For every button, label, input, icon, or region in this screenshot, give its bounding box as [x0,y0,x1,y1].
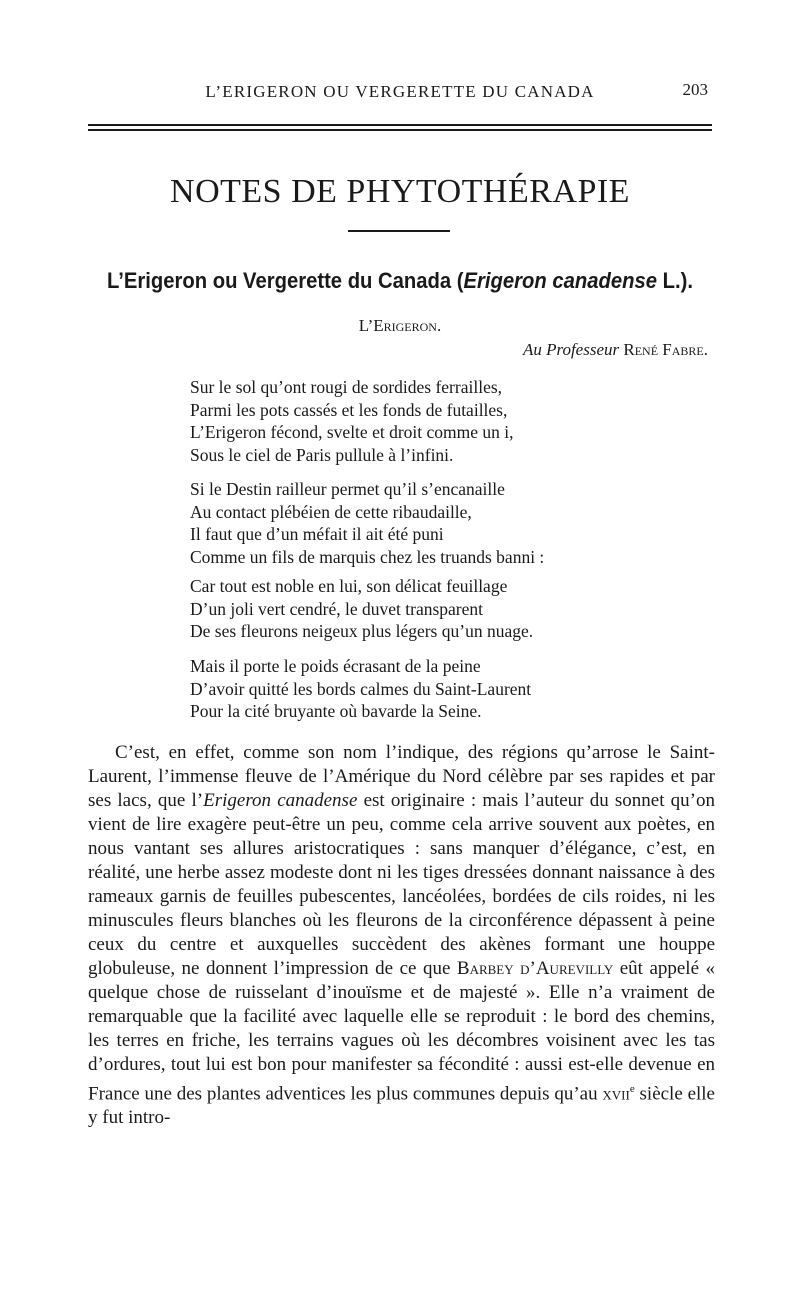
body-text-run: siècle elle y fut intro- [88,1083,715,1129]
header-rule-bottom [88,129,712,131]
poem-stanza-2 [190,478,544,568]
poem-line: Sur le sol qu’ont rougi de sordides ferrailles, [190,377,503,397]
poem-line: Il faut que d’un méfait il ait été puni [190,524,444,544]
body-paragraph [88,741,715,1130]
poem-line: D’un joli vert cendré, le duvet transparent [190,598,484,619]
section-divider [348,230,450,232]
body-text-run: eût appelé « quelque chose de ruisselant d’inouïsme et de majesté ». Elle n’a vraiment de remarquable que la facilité avec laquelle elle se reproduit : le bord des chemins, les terres en friche, les terrains vagues où les décombres voisinent avec les tas d’ordures, tout lui est bon pour manifester sa fécondité : aussi est-elle devenue en France une des plantes adventices les plus communes depuis qu’au [88,958,716,1105]
poem-line: Car tout est noble en lui, son délicat feuillage [190,576,508,596]
poem-line: Parmi les pots cassés et les fonds de futailles, [190,399,508,420]
running-header [0,82,800,102]
poem-line: Si le Destin railleur permet qu’il s’encanaille [190,479,505,499]
poem-stanza-1 [190,376,514,466]
poem-line: Mais il porte le poids écrasant de la peine [190,656,481,676]
body-text-run: est originaire : mais l’auteur du sonnet qu’on vient de lire exagère peut-être un peu, comme cela arrive souvent aux poètes, en nous vantant ses allures aristocratiques : sans manquer d’élégance, c’est, en réalité, une herbe assez modeste dont ni les tiges dressées donnant naissance à des rameaux garnis de feuilles pubescentes, lancéolées, bordées de cils roides, ni les minuscules fleurs blanches où les fleurons de la circonférence dépassent à peine ceux du centre et auxquelles succèdent des akènes formant une houppe globuleuse, ne donnent l’impression de ce que [88,790,715,979]
poem-stanza-4 [190,655,531,723]
poem-line: D’avoir quitté les bords calmes du Saint-Laurent [190,678,532,699]
body-text-superscript: e [629,1083,635,1095]
body-text-run: C’est, en effet, comme son nom l’indique, des régions qu’arrose le Saint-Laurent, l’immense fleuve de l’Amérique du Nord célèbre par ses rapides et par ses lacs, que l’ [88,742,715,811]
section-title: NOTES DE PHYTOTHÉRAPIE [170,173,630,210]
poem-stanza-3 [190,575,533,643]
dedication-prefix: Au Professeur [522,340,620,359]
poem-line: Pour la cité bruyante où bavarde la Seine. [190,701,482,721]
header-rule-top [88,124,712,126]
article-title-suffix: L.). [657,268,693,293]
poem-line: De ses fleurons neigeux plus légers qu’un nuage. [190,621,534,641]
article-title-prefix: L’Erigeron ou Vergerette du Canada ( [106,268,464,293]
poem-line: L’Erigeron fécond, svelte et droit comme un i, [190,422,514,442]
article-title-latin: Erigeron canadense [463,268,658,293]
body-text-century: xvii [602,1083,630,1105]
dedication-name: René Fabre. [623,340,708,359]
body-text [88,741,715,1130]
poem-title: L’Erigeron. [358,316,442,335]
page-number: 203 [682,80,708,99]
poem-line: Comme un fils de marquis chez les truands banni : [190,546,545,567]
running-title: L’ERIGERON OU VERGERETTE DU CANADA [205,82,595,101]
article-title [32,268,768,294]
poem-line: Au contact plébéien de cette ribaudaille, [190,501,472,522]
body-text-author-name: Barbey d’Aurevilly [456,958,614,979]
poem-dedication [523,340,708,360]
body-text-latin: Erigeron canadense [203,790,358,811]
poem-line: Sous le ciel de Paris pullule à l’infini. [190,444,454,465]
